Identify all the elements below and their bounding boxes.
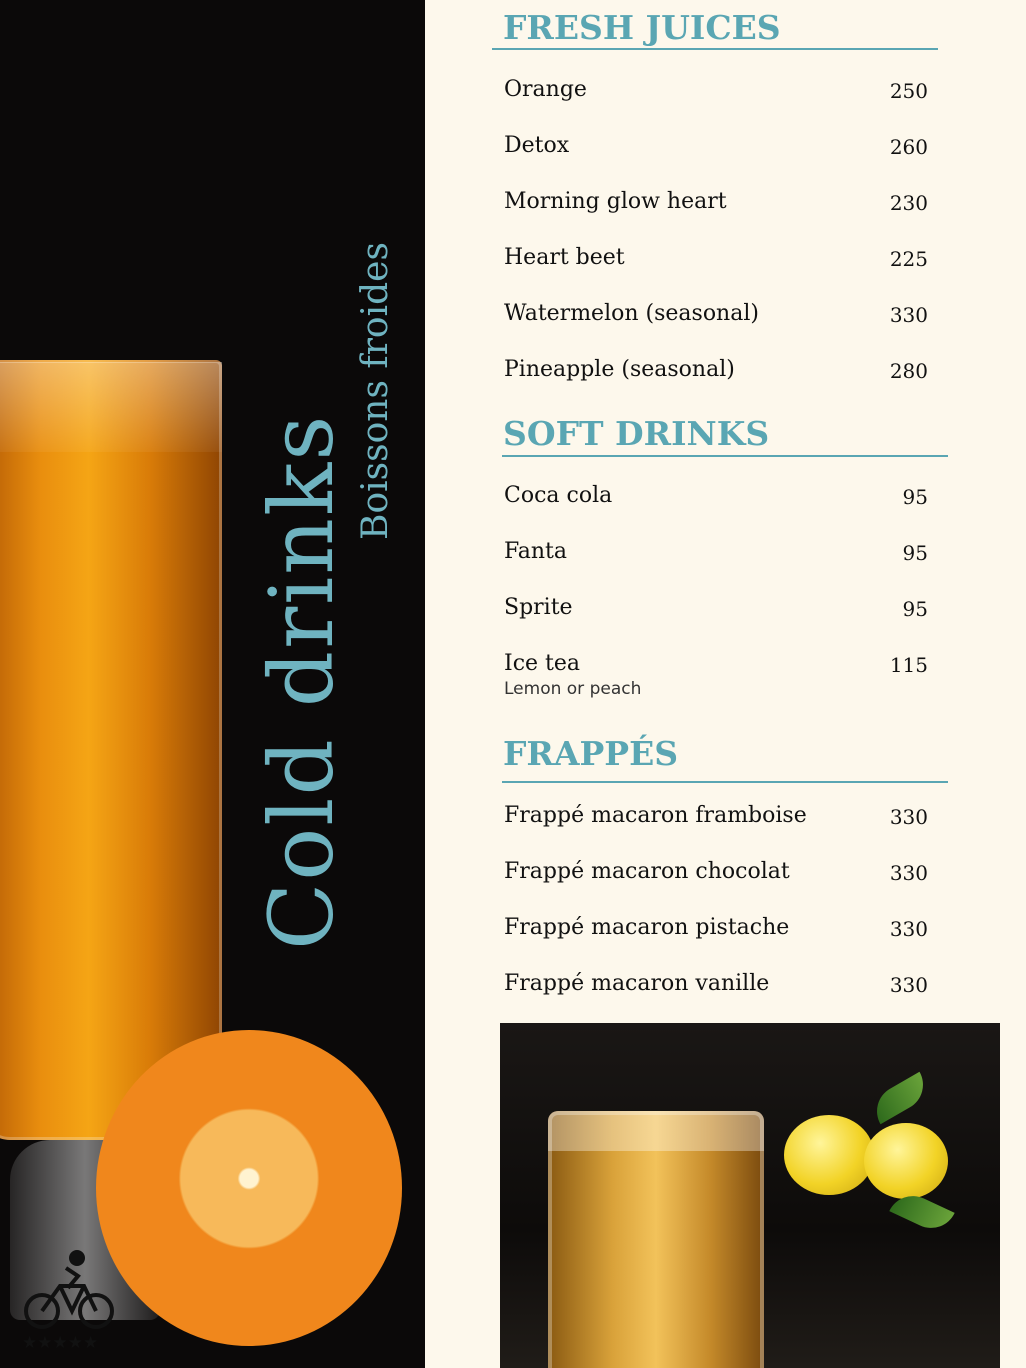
item-name: Frappé macaron pistache <box>504 915 790 940</box>
item-name: Fanta <box>504 539 568 564</box>
section-title-fresh-juices: FRESH JUICES <box>503 8 781 47</box>
item-name: Morning glow heart <box>504 189 727 214</box>
menu-item <box>504 971 928 1011</box>
menu-item <box>504 651 928 707</box>
menu-item <box>504 357 928 397</box>
menu-item <box>504 483 928 523</box>
item-name: Heart beet <box>504 245 625 270</box>
menu-item <box>504 301 928 341</box>
menu-item <box>504 539 928 579</box>
item-note: Lemon or peach <box>504 679 642 699</box>
juice-photo <box>0 0 425 1368</box>
page-subtitle: Boissons froides <box>355 242 396 540</box>
page-title: Cold drinks <box>250 413 353 950</box>
item-name: Sprite <box>504 595 573 620</box>
menu-item <box>504 245 928 285</box>
item-price: 330 <box>889 973 928 997</box>
item-price: 225 <box>889 247 928 271</box>
menu-item <box>504 915 928 955</box>
section-title-soft-drinks: SOFT DRINKS <box>503 414 770 453</box>
section-divider <box>502 781 948 783</box>
item-price: 95 <box>902 597 928 621</box>
section-divider <box>492 48 938 50</box>
menu-item <box>504 859 928 899</box>
lemon-leaf <box>868 1072 933 1125</box>
section-divider <box>502 455 948 457</box>
item-name: Coca cola <box>504 483 613 508</box>
juice-glass <box>0 360 222 1140</box>
menu-item <box>504 133 928 173</box>
lemon <box>864 1123 948 1199</box>
item-name: Detox <box>504 133 570 158</box>
glass-rim <box>548 1111 764 1151</box>
section-title-frappes: FRAPPÉS <box>503 734 679 773</box>
item-name: Watermelon (seasonal) <box>504 301 759 326</box>
menu-item <box>504 189 928 229</box>
item-price: 95 <box>902 541 928 565</box>
item-price: 95 <box>902 485 928 509</box>
item-name: Pineapple (seasonal) <box>504 357 735 382</box>
item-name: Frappé macaron chocolat <box>504 859 790 884</box>
orange-half <box>96 1030 402 1346</box>
item-price: 330 <box>889 805 928 829</box>
glass-rim <box>0 362 222 452</box>
item-name: Orange <box>504 77 587 102</box>
menu-item <box>504 77 928 117</box>
menu-item <box>504 595 928 635</box>
cyclist-icon <box>22 1246 120 1356</box>
item-price: 115 <box>889 653 928 677</box>
item-price: 260 <box>889 135 928 159</box>
item-price: 330 <box>889 861 928 885</box>
item-price: 330 <box>889 303 928 327</box>
item-price: 280 <box>889 359 928 383</box>
item-name: Ice tea <box>504 651 581 676</box>
menu-item <box>504 803 928 843</box>
cyclist-logo <box>22 1246 120 1356</box>
rating-stars: ★★★★★ <box>22 1333 99 1353</box>
item-price: 250 <box>889 79 928 103</box>
item-name: Frappé macaron vanille <box>504 971 770 996</box>
item-name: Frappé macaron framboise <box>504 803 807 828</box>
item-price: 330 <box>889 917 928 941</box>
ice-tea-photo <box>500 1023 1000 1368</box>
lemon <box>784 1115 874 1195</box>
item-price: 230 <box>889 191 928 215</box>
